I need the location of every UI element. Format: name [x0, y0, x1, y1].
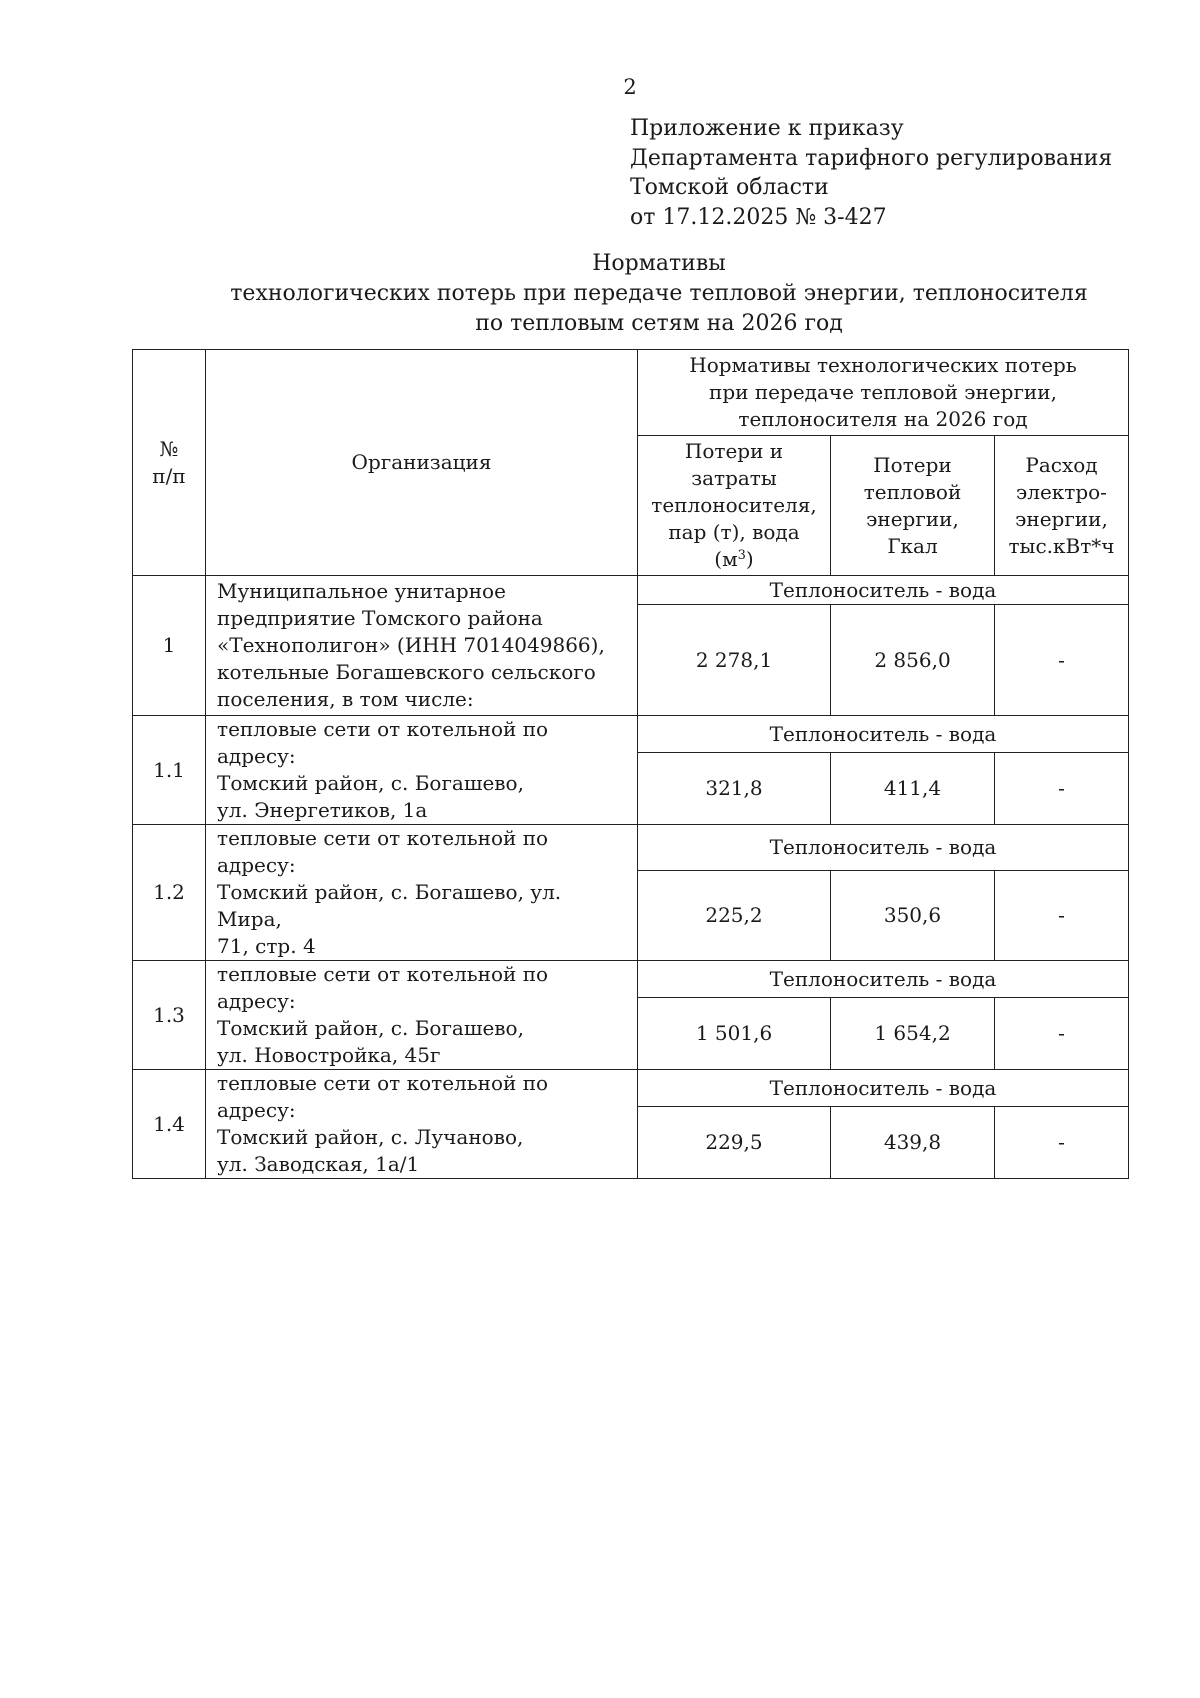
org-line: ул. Заводская, 1а/1: [217, 1152, 420, 1176]
electricity-value: -: [995, 871, 1129, 961]
unit-superscript: 3: [737, 548, 746, 563]
header-elec-line: электро-: [1016, 479, 1107, 504]
org-line: Томский район, с. Богашево,: [217, 771, 524, 795]
row-organization: [206, 1070, 638, 1179]
row-organization: [206, 576, 638, 716]
header-elec-line: энергии,: [1015, 506, 1108, 531]
row-organization: [206, 961, 638, 1070]
electricity-value: -: [995, 998, 1129, 1070]
page-number: 2: [623, 75, 637, 99]
header-heat-line: тепловой: [863, 479, 962, 504]
org-line: котельные Богашевского сельского: [217, 660, 596, 684]
title-line: Нормативы: [592, 251, 726, 276]
electricity-value: -: [995, 605, 1129, 716]
carrier-type: Теплоноситель - вода: [638, 825, 1129, 871]
header-num-line: №: [159, 436, 179, 461]
header-carrier-losses: [638, 436, 831, 576]
org-line: Томский район, с. Богашево, ул. Мира,: [217, 880, 562, 931]
org-line: тепловые сети от котельной по адресу:: [217, 1071, 549, 1122]
carrier-type: Теплоноситель - вода: [638, 961, 1129, 998]
row-number: 1.2: [133, 825, 206, 961]
header-elec-line: Расход: [1025, 452, 1098, 477]
org-line: Томский район, с. Богашево,: [217, 1016, 524, 1040]
appendix-line: от 17.12.2025 № 3-427: [630, 204, 887, 230]
carrier-type: Теплоноситель - вода: [638, 716, 1129, 753]
carrier-losses-value: 225,2: [638, 871, 831, 961]
row-number: 1: [133, 576, 206, 716]
electricity-value: -: [995, 1107, 1129, 1179]
header-carrier-line: теплоносителя,: [651, 493, 817, 517]
org-line: поселения, в том числе:: [217, 687, 474, 711]
org-line: тепловые сети от котельной по адресу:: [217, 962, 549, 1013]
org-line: «Технополигон» (ИНН 7014049866),: [217, 633, 605, 657]
org-line: ул. Новостройка, 45г: [217, 1043, 441, 1067]
carrier-type: Теплоноситель - вода: [638, 576, 1129, 605]
header-group-line: теплоносителя на 2026 год: [738, 407, 1028, 431]
header-electricity: [995, 436, 1129, 576]
header-group-line: при передаче тепловой энергии,: [709, 380, 1057, 404]
appendix-line: Департамента тарифного регулирования: [630, 145, 1113, 171]
electricity-value: -: [995, 753, 1129, 825]
org-line: Томский район, с. Лучаново,: [217, 1125, 524, 1149]
unit-text: (м: [714, 547, 738, 571]
unit-text: ): [745, 547, 754, 571]
row-number: 1.1: [133, 716, 206, 825]
heat-losses-value: 350,6: [831, 871, 995, 961]
carrier-losses-value: 229,5: [638, 1107, 831, 1179]
appendix-block: [630, 114, 1112, 232]
heat-losses-value: 1 654,2: [831, 998, 995, 1070]
document-title: [0, 249, 1200, 339]
org-line: тепловые сети от котельной по адресу:: [217, 717, 549, 768]
carrier-losses-value: 2 278,1: [638, 605, 831, 716]
header-heat-line: Гкал: [887, 533, 938, 558]
header-carrier-line: пар (т), вода: [668, 520, 800, 544]
norms-table: [132, 349, 1129, 1179]
header-elec-line: тыс.кВт*ч: [1008, 533, 1115, 558]
appendix-line: Приложение к приказу: [630, 116, 904, 141]
org-line: Муниципальное унитарное: [217, 579, 506, 603]
title-line: технологических потерь при передаче тепловой энергии, теплоносителя: [230, 281, 1088, 306]
header-group-line: Нормативы технологических потерь: [689, 353, 1077, 377]
heat-losses-value: 411,4: [831, 753, 995, 825]
heat-losses-value: 2 856,0: [831, 605, 995, 716]
header-heat-losses: [831, 436, 995, 576]
header-heat-line: энергии,: [866, 506, 959, 531]
row-organization: [206, 825, 638, 961]
carrier-type: Теплоноситель - вода: [638, 1070, 1129, 1107]
org-line: ул. Энергетиков, 1а: [217, 798, 428, 822]
appendix-line: Томской области: [630, 175, 829, 200]
row-number: 1.3: [133, 961, 206, 1070]
header-carrier-line: [638, 546, 830, 573]
org-line: тепловые сети от котельной по адресу:: [217, 826, 549, 877]
title-line: по тепловым сетям на 2026 год: [475, 311, 843, 336]
header-carrier-line: затраты: [691, 466, 777, 490]
header-num: [133, 350, 206, 576]
header-heat-line: Потери: [873, 452, 952, 477]
header-num-line: п/п: [152, 463, 186, 488]
org-line: 71, стр. 4: [217, 934, 316, 958]
heat-losses-value: 439,8: [831, 1107, 995, 1179]
carrier-losses-value: 1 501,6: [638, 998, 831, 1070]
org-line: предприятие Томского района: [217, 606, 543, 630]
row-organization: [206, 716, 638, 825]
row-number: 1.4: [133, 1070, 206, 1179]
header-organization: Организация: [206, 350, 638, 576]
header-group: [638, 350, 1129, 436]
carrier-losses-value: 321,8: [638, 753, 831, 825]
header-carrier-line: Потери и: [684, 439, 784, 463]
